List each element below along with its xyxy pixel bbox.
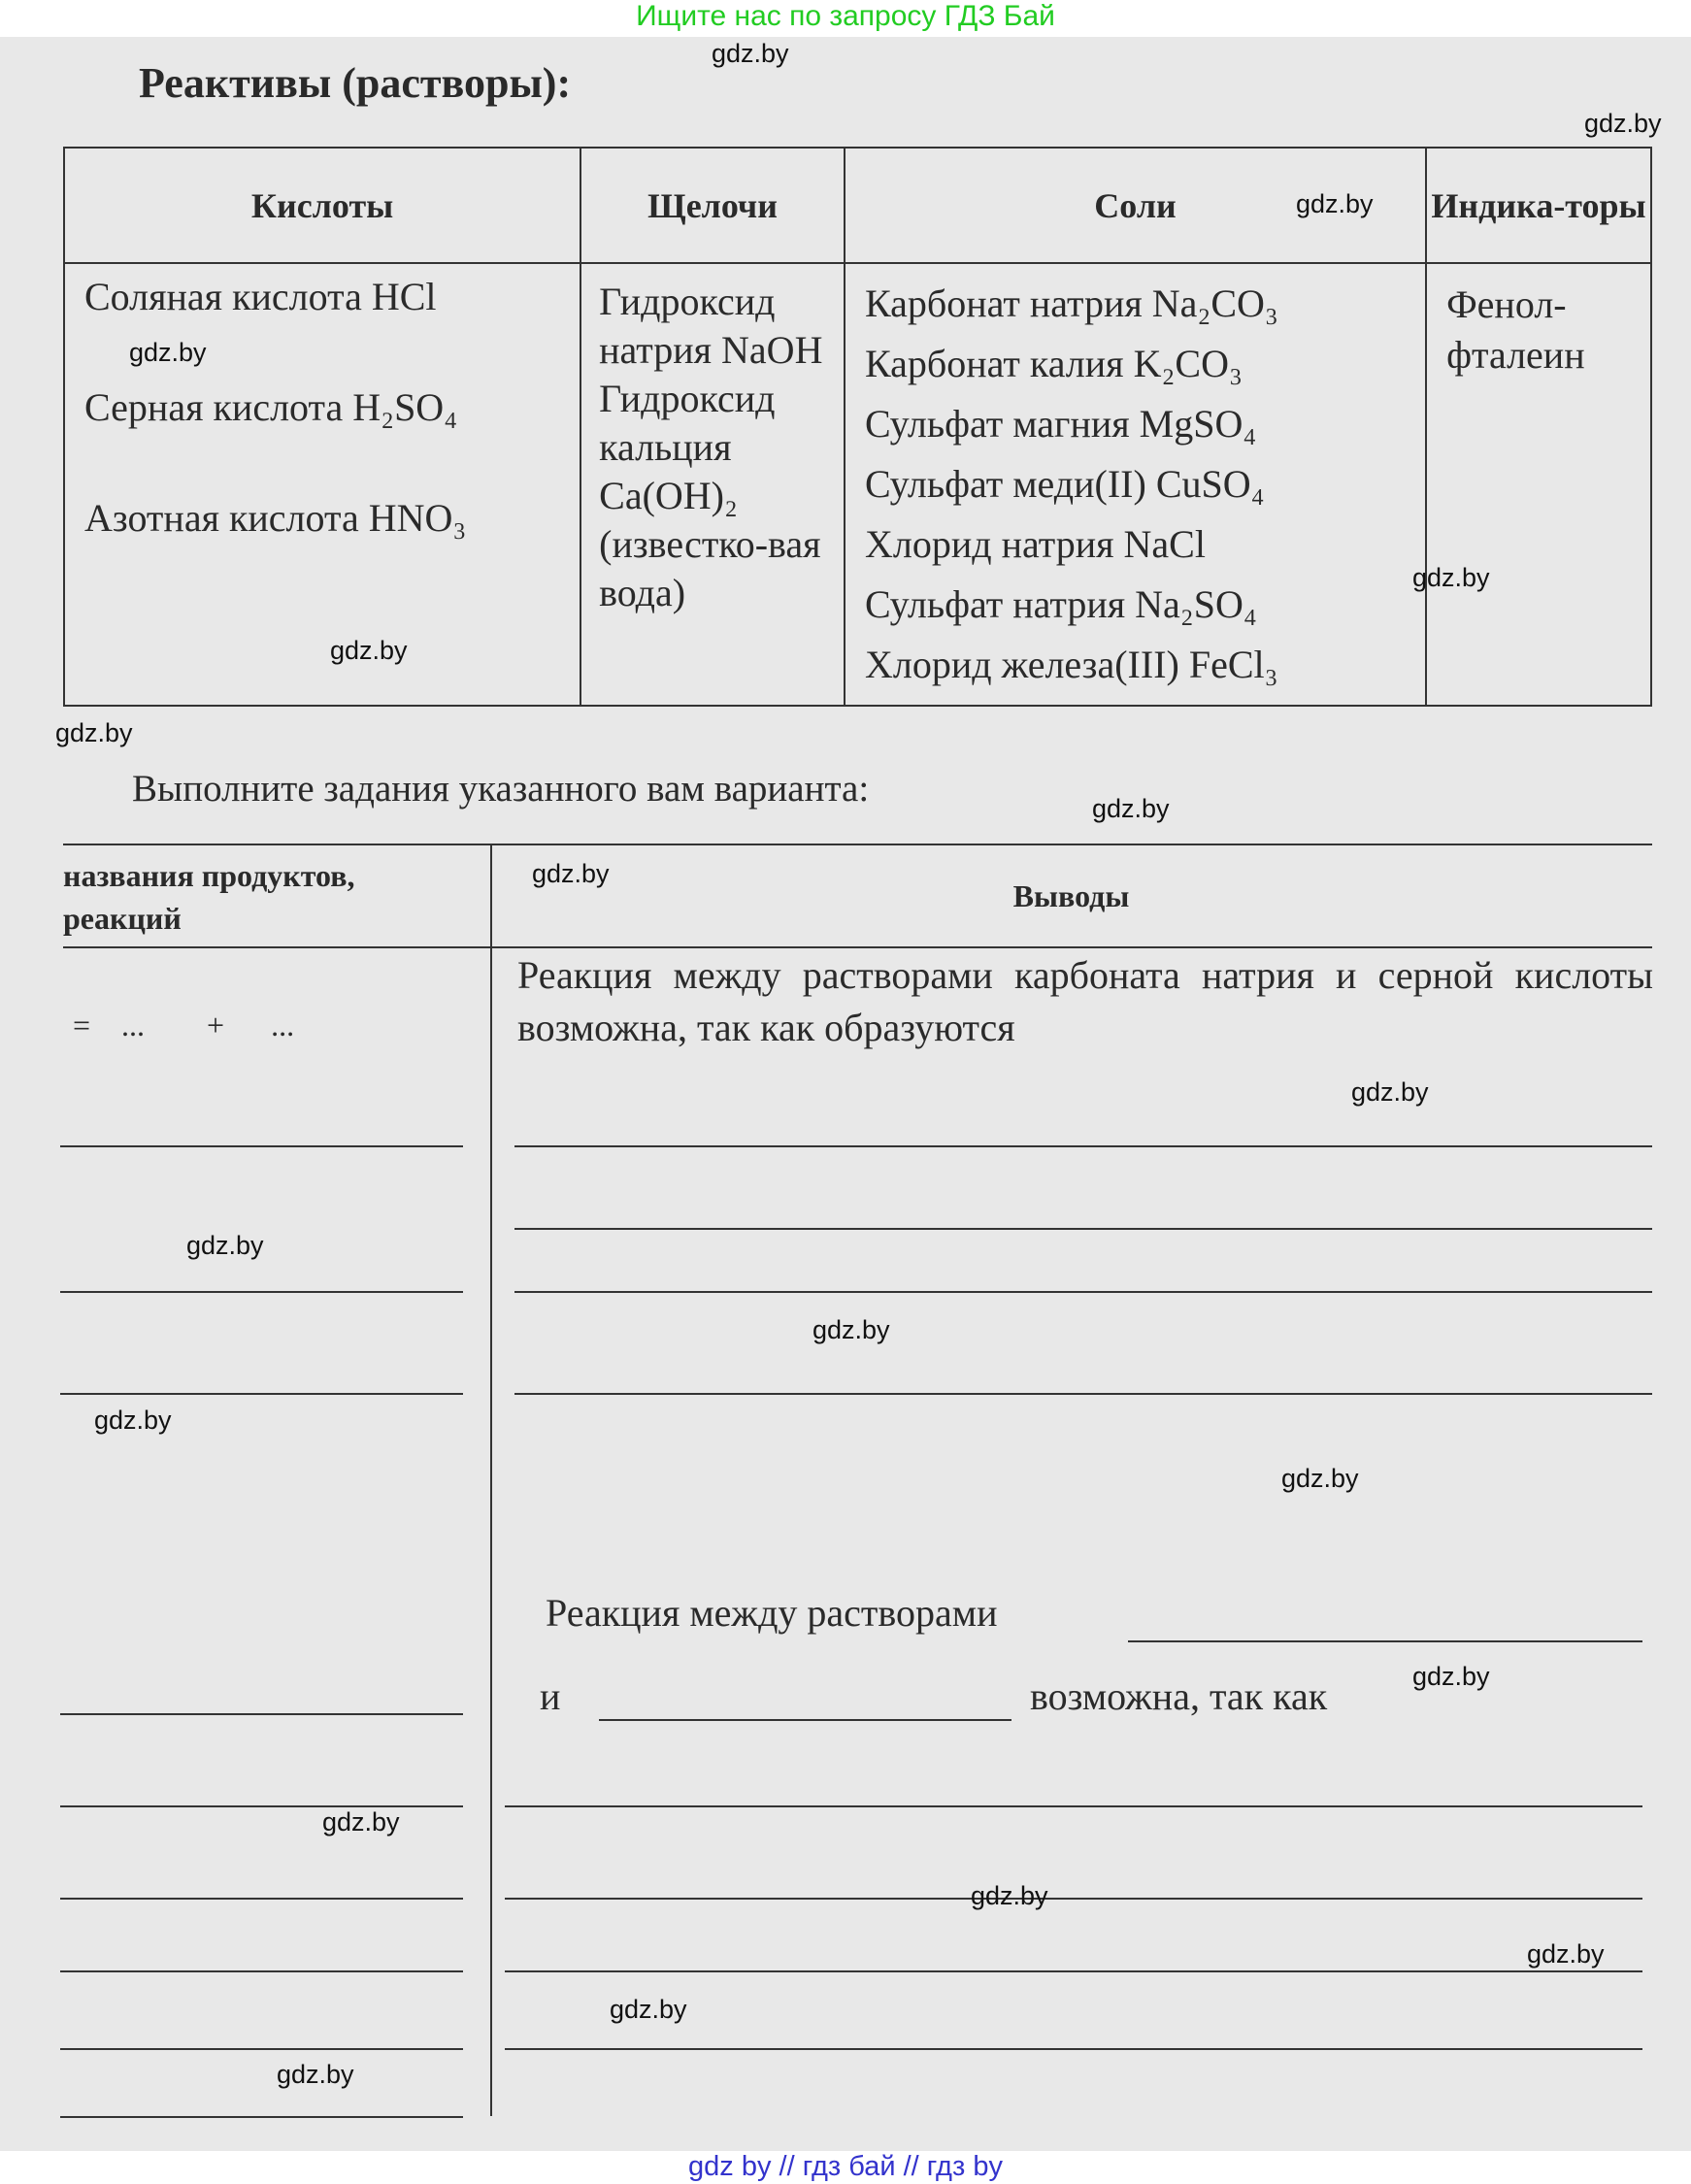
salts-cell (845, 263, 1426, 706)
alkali-item: Гидроксид кальция Ca(OH)₂ (известко-вая вода) (599, 377, 821, 614)
acid-item: Серная кислота H₂SO₄ (84, 385, 458, 429)
watermark: gdz.by (330, 636, 408, 665)
salt-item: Сульфат натрия Na₂SO₄ (865, 582, 1257, 626)
acid-item: Соляная кислота HCl (84, 275, 437, 318)
equation-template: = ... + ... (73, 1008, 295, 1042)
salt-item: Карбонат калия K₂CO₃ (865, 342, 1243, 385)
reagents-table (63, 147, 1652, 707)
answer-line[interactable] (514, 1393, 1652, 1395)
watermark: gdz.by (1296, 189, 1374, 218)
watermark: gdz.by (322, 1807, 400, 1837)
answer-line[interactable] (505, 1970, 1642, 1972)
search-banner: Ищите нас по запросу ГДЗ Бай (636, 0, 1055, 32)
indicators-cell (1426, 263, 1651, 706)
answer-line[interactable] (60, 1898, 463, 1900)
watermark: gdz.by (532, 859, 610, 888)
divider (63, 844, 1652, 845)
answer-line[interactable] (505, 2048, 1642, 2050)
watermark: gdz.by (94, 1406, 172, 1435)
instruction: Выполните задания указанного вам варианта: (132, 768, 870, 810)
watermark: gdz.by (712, 39, 789, 68)
answer-line[interactable] (514, 1145, 1652, 1147)
answer-line[interactable] (60, 1970, 463, 1972)
watermark: gdz.by (971, 1881, 1048, 1910)
header-alkalis: Щелочи (580, 148, 845, 263)
indicator-item: Фенол-фталеин (1446, 282, 1585, 377)
answer-line[interactable] (505, 1805, 1642, 1807)
conclusion-1: Реакция между растворами карбоната натрия и серной кислоты возможна, так как образуются (517, 953, 1653, 1049)
watermark: gdz.by (1281, 1464, 1359, 1493)
col-header-conclusions: Выводы (1012, 878, 1130, 913)
watermark: gdz.by (1412, 563, 1490, 592)
alkalis-cell (580, 263, 845, 706)
answer-line[interactable] (514, 1291, 1652, 1293)
answer-line[interactable] (60, 1291, 463, 1293)
watermark: gdz.by (1092, 794, 1170, 823)
answer-line[interactable] (60, 2116, 463, 2118)
reagents-title: Реактивы (растворы): (139, 59, 572, 107)
answer-line[interactable] (514, 1228, 1652, 1230)
watermark: gdz.by (129, 338, 207, 367)
column-divider (490, 844, 492, 2116)
watermark: gdz.by (1351, 1077, 1429, 1107)
watermark: gdz.by (186, 1231, 264, 1260)
answer-line[interactable] (60, 1145, 463, 1147)
watermark: gdz.by (812, 1315, 890, 1344)
watermark: gdz.by (1412, 1662, 1490, 1691)
header-salts: Соли (845, 148, 1426, 263)
conclusion-2-start: Реакция между растворами (546, 1591, 998, 1635)
watermark: gdz.by (610, 1995, 687, 2024)
header-acids: Кислоты (64, 148, 580, 263)
answer-line[interactable] (505, 1898, 1642, 1900)
conclusion-2-and: и (540, 1674, 561, 1718)
acid-item: Азотная кислота HNO₃ (84, 496, 467, 540)
answer-line[interactable] (1128, 1640, 1642, 1642)
col-header-products: названия продуктов, реакций (63, 858, 355, 936)
watermark: gdz.by (277, 2060, 354, 2089)
answer-line[interactable] (60, 1805, 463, 1807)
salt-item: Карбонат натрия Na₂CO₃ (865, 281, 1278, 325)
watermark: gdz.by (1527, 1939, 1605, 1969)
answer-line[interactable] (599, 1719, 1011, 1721)
answer-line[interactable] (60, 1713, 463, 1715)
salt-item: Сульфат магния MgSO₄ (865, 402, 1257, 446)
salt-item: Хлорид железа(III) FeCl₃ (865, 643, 1278, 686)
answer-line[interactable] (60, 1393, 463, 1395)
watermark: gdz.by (1584, 109, 1662, 138)
divider (63, 946, 1652, 948)
salt-item: Сульфат меди(II) CuSO₄ (865, 462, 1265, 506)
header-indicators: Индика-торы (1426, 148, 1651, 263)
acids-cell (64, 263, 580, 706)
answer-line[interactable] (60, 2048, 463, 2050)
alkali-item: Гидроксид натрия NaOH (599, 280, 823, 372)
footer-links: gdz by // гдз бай // гдз by (0, 2151, 1691, 2184)
salt-item: Хлорид натрия NaCl (865, 522, 1206, 566)
watermark: gdz.by (55, 718, 133, 747)
conclusion-2-end: возможна, так как (1030, 1674, 1328, 1718)
